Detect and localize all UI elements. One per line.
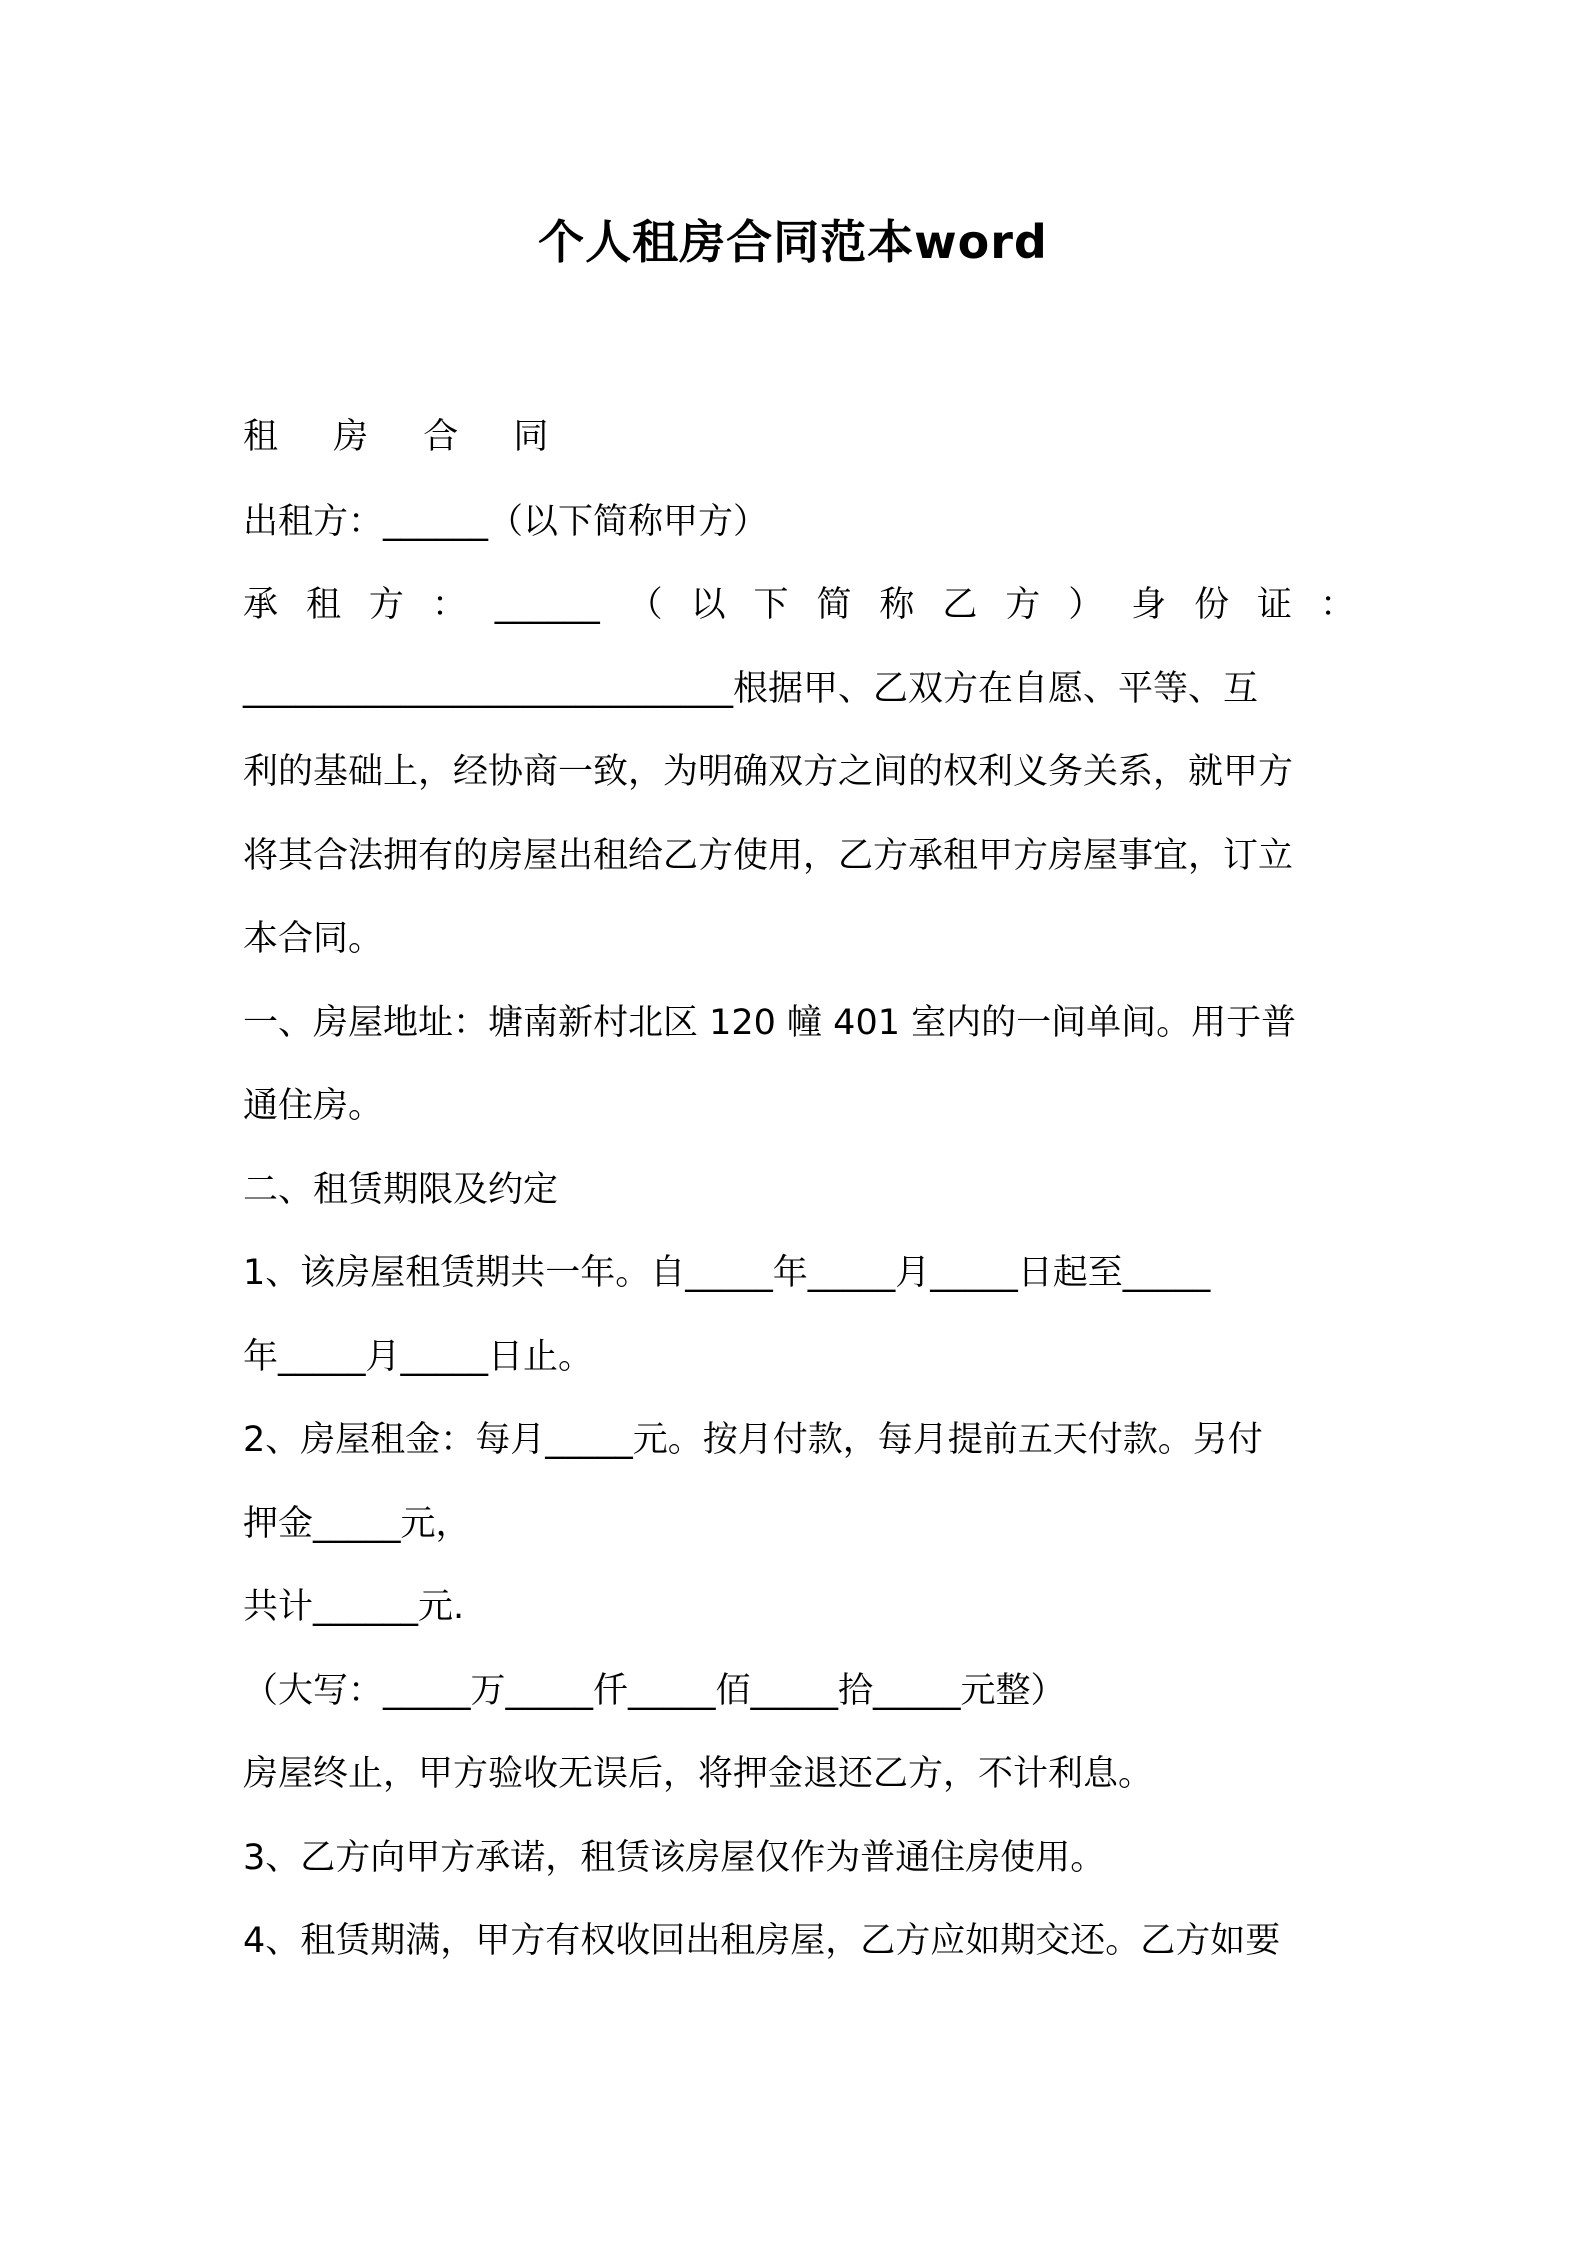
clause-1-line: 1、该房屋租赁期共一年。自_____年_____月_____日起至_____ bbox=[243, 1253, 1211, 1293]
tenant-line-char: 乙 bbox=[942, 585, 978, 625]
clause-4-line: 4、租赁期满，甲方有权收回出租房屋，乙方应如期交还。乙方如要 bbox=[243, 1921, 1281, 1961]
clause-1-line: 年_____月_____日止。 bbox=[243, 1337, 594, 1377]
tenant-line bbox=[243, 580, 1355, 630]
tenant-line-char: 称 bbox=[879, 585, 915, 625]
deposit-return-line: 房屋终止，甲方验收无误后，将押金退还乙方，不计利息。 bbox=[243, 1754, 1154, 1794]
tenant-line-char: 方 bbox=[1005, 585, 1041, 625]
tenant-line-char: （ bbox=[627, 585, 663, 625]
clause-2-line: 2、房屋租金：每月_____元。按月付款，每月提前五天付款。另付 bbox=[243, 1420, 1263, 1460]
clause-2-line: 押金_____元， bbox=[243, 1504, 471, 1544]
contract-heading: 租 房 合 同 bbox=[243, 417, 571, 457]
paragraph-line: 利的基础上，经协商一致，为明确双方之间的权利义务关系，就甲方 bbox=[243, 752, 1294, 792]
total-line: 共计______元. bbox=[243, 1587, 465, 1627]
paragraph-line: 本合同。 bbox=[243, 919, 384, 959]
tenant-line-char: 方 bbox=[368, 585, 404, 625]
tenant-line-char: 份 bbox=[1194, 585, 1230, 625]
tenant-line-char: ： bbox=[1319, 585, 1355, 625]
tenant-line-char: 以 bbox=[690, 585, 726, 625]
tenant-line-char: ： bbox=[431, 585, 467, 625]
tenant-line-char: ） bbox=[1068, 585, 1104, 625]
section-heading-term: 二、租赁期限及约定 bbox=[243, 1170, 559, 1210]
section-address-line: 通住房。 bbox=[243, 1086, 384, 1126]
section-address-line: 一、房屋地址：塘南新村北区 120 幢 401 室内的一间单间。用于普 bbox=[243, 1003, 1297, 1043]
tenant-line-char: 证 bbox=[1257, 585, 1293, 625]
tenant-line-char: 承 bbox=[243, 585, 279, 625]
tenant-line-char: 简 bbox=[816, 585, 852, 625]
tenant-name-blank: ______ bbox=[494, 585, 600, 625]
tenant-line-char: 下 bbox=[753, 585, 789, 625]
clause-3-line: 3、乙方向甲方承诺，租赁该房屋仅作为普通住房使用。 bbox=[243, 1838, 1106, 1878]
tenant-line-char: 租 bbox=[305, 585, 341, 625]
document-title: 个人租房合同范本word bbox=[538, 215, 1048, 269]
amount-in-words-line: （大写：_____万_____仟_____佰_____拾_____元整） bbox=[243, 1671, 1066, 1711]
paragraph-line: 将其合法拥有的房屋出租给乙方使用，乙方承租甲方房屋事宜，订立 bbox=[243, 836, 1294, 876]
paragraph-line: ____________________________根据甲、乙双方在自愿、平等、互 bbox=[243, 669, 1259, 709]
tenant-line-char: 身 bbox=[1131, 585, 1167, 625]
landlord-line: 出租方：______（以下简称甲方） bbox=[243, 502, 769, 542]
